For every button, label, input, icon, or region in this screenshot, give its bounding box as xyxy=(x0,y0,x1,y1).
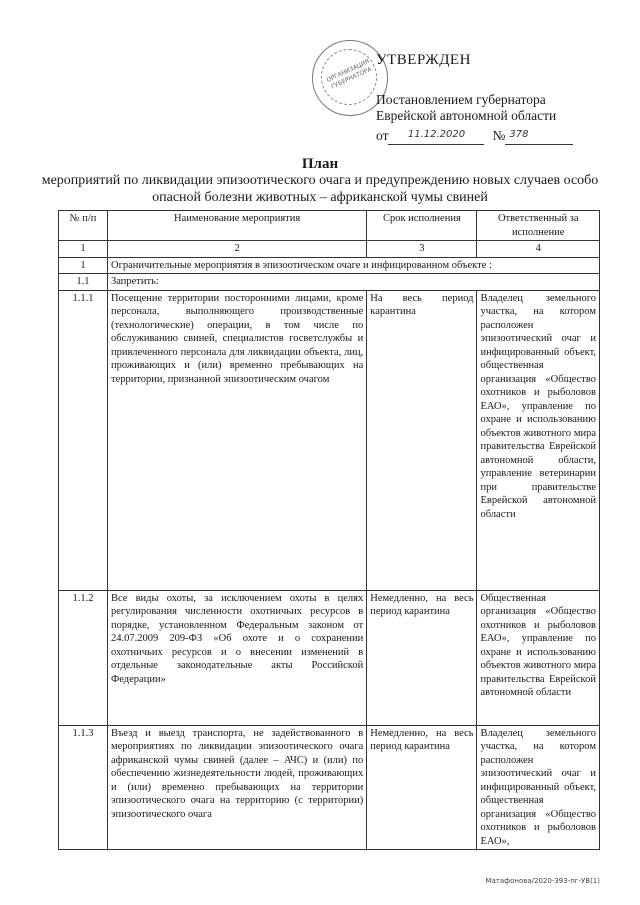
approval-date: 11.12.2020 xyxy=(388,126,484,145)
approval-heading: УТВЕРЖДЕН xyxy=(376,52,471,68)
row-responsible: Общественная организация «Общество охотников и рыболовов ЕАО», управление по охране и использованию объектов животного мира правительства Еврейской автономной области xyxy=(477,590,600,725)
seal-text: ОРГАНИЗАЦИЯ ГУБЕРНАТОРА xyxy=(325,57,373,91)
subsection-title: Запретить: xyxy=(107,274,599,291)
row-measure: Посещение территории посторонними лицами, кроме персонала, выполняющего производственные (технологические) операции, в том числе по обслуживанию свиней, специалистов госветслужбы и привлеченного персонала для ликвидации объекта, лиц, проживающих и (или) временно пребывающих на территории, признанной эпизоотическим очагом xyxy=(107,290,366,590)
row-term: Немедленно, на весь период карантина xyxy=(367,725,477,850)
section-row xyxy=(59,257,600,274)
header-term: Срок исполнения xyxy=(367,211,477,241)
col-number: 3 xyxy=(367,241,477,258)
plan-title: План xyxy=(301,156,339,172)
number-label: № xyxy=(492,128,506,143)
approval-line-1: Постановлением губернатора xyxy=(376,92,546,107)
col-number: 1 xyxy=(59,241,108,258)
header-name: Наименование мероприятия xyxy=(107,211,366,241)
row-number: 1.1.2 xyxy=(59,590,108,725)
col-number: 4 xyxy=(477,241,600,258)
section-number: 1 xyxy=(59,257,108,274)
approval-date-row xyxy=(376,126,606,145)
row-number: 1.1.1 xyxy=(59,290,108,590)
table-row xyxy=(59,290,600,590)
row-term: На весь период карантина xyxy=(367,290,477,590)
row-number: 1.1.3 xyxy=(59,725,108,850)
column-number-row xyxy=(59,241,600,258)
header-responsible: Ответственный за исполнение xyxy=(477,211,600,241)
from-label: от xyxy=(376,128,389,143)
plan-table xyxy=(58,210,600,850)
approval-number: 378 xyxy=(505,126,573,145)
plan-subtitle: мероприятий по ликвидации эпизоотического очага и предупреждению новых случаев особо опасной болезни животных – африканской чумы свиней xyxy=(41,173,599,205)
approval-line-2: Еврейской автономной области xyxy=(376,108,557,123)
subsection-row xyxy=(59,274,600,291)
table-row xyxy=(59,725,600,850)
document-footer-code: Матафонова/2020-393-пг-УВ(1) xyxy=(485,877,600,885)
section-title: Ограничительные мероприятия в эпизоотическом очаге и инфицированном объекте : xyxy=(107,257,599,274)
row-measure: Въезд и выезд транспорта, не задействованного в мероприятиях по ликвидации эпизоотического очага африканской чумы свиней (далее – АЧС) и (или) по обеспечению жизнедеятельности людей, проживающих и (или) временно пребывающих на территории эпизоотического очага на территорию (с территории) эпизоотического очага xyxy=(107,725,366,850)
row-term: Немедленно, на весь период карантина xyxy=(367,590,477,725)
col-number: 2 xyxy=(107,241,366,258)
header-num: № п/п xyxy=(59,211,108,241)
table-row xyxy=(59,590,600,725)
subsection-number: 1.1 xyxy=(59,274,108,291)
approval-block xyxy=(376,52,606,145)
row-measure: Все виды охоты, за исключением охоты в целях регулирования численности охотничьих ресурсов в порядке, установленном Федеральным законом от 24.07.2009 209-ФЗ «Об охоте и о сохранении охотничьих ресурсов и о внесении изменений в отдельные законодательные акты Российской Федерации» xyxy=(107,590,366,725)
row-responsible: Владелец земельного участка, на котором расположен эпизоотический очаг и инфицированный объект, общественная организация «Общество охотников и рыболовов ЕАО», управление по охране и использованию объектов животного мира правительства Еврейской автономной области, управление ветеринарии при правительстве Еврейской автономной области xyxy=(477,290,600,590)
table-header-row xyxy=(59,211,600,241)
row-responsible: Владелец земельного участка, на котором расположен эпизоотический очаг и инфицированный объект, общественная организация «Общество охотников и рыболовов ЕАО», xyxy=(477,725,600,850)
